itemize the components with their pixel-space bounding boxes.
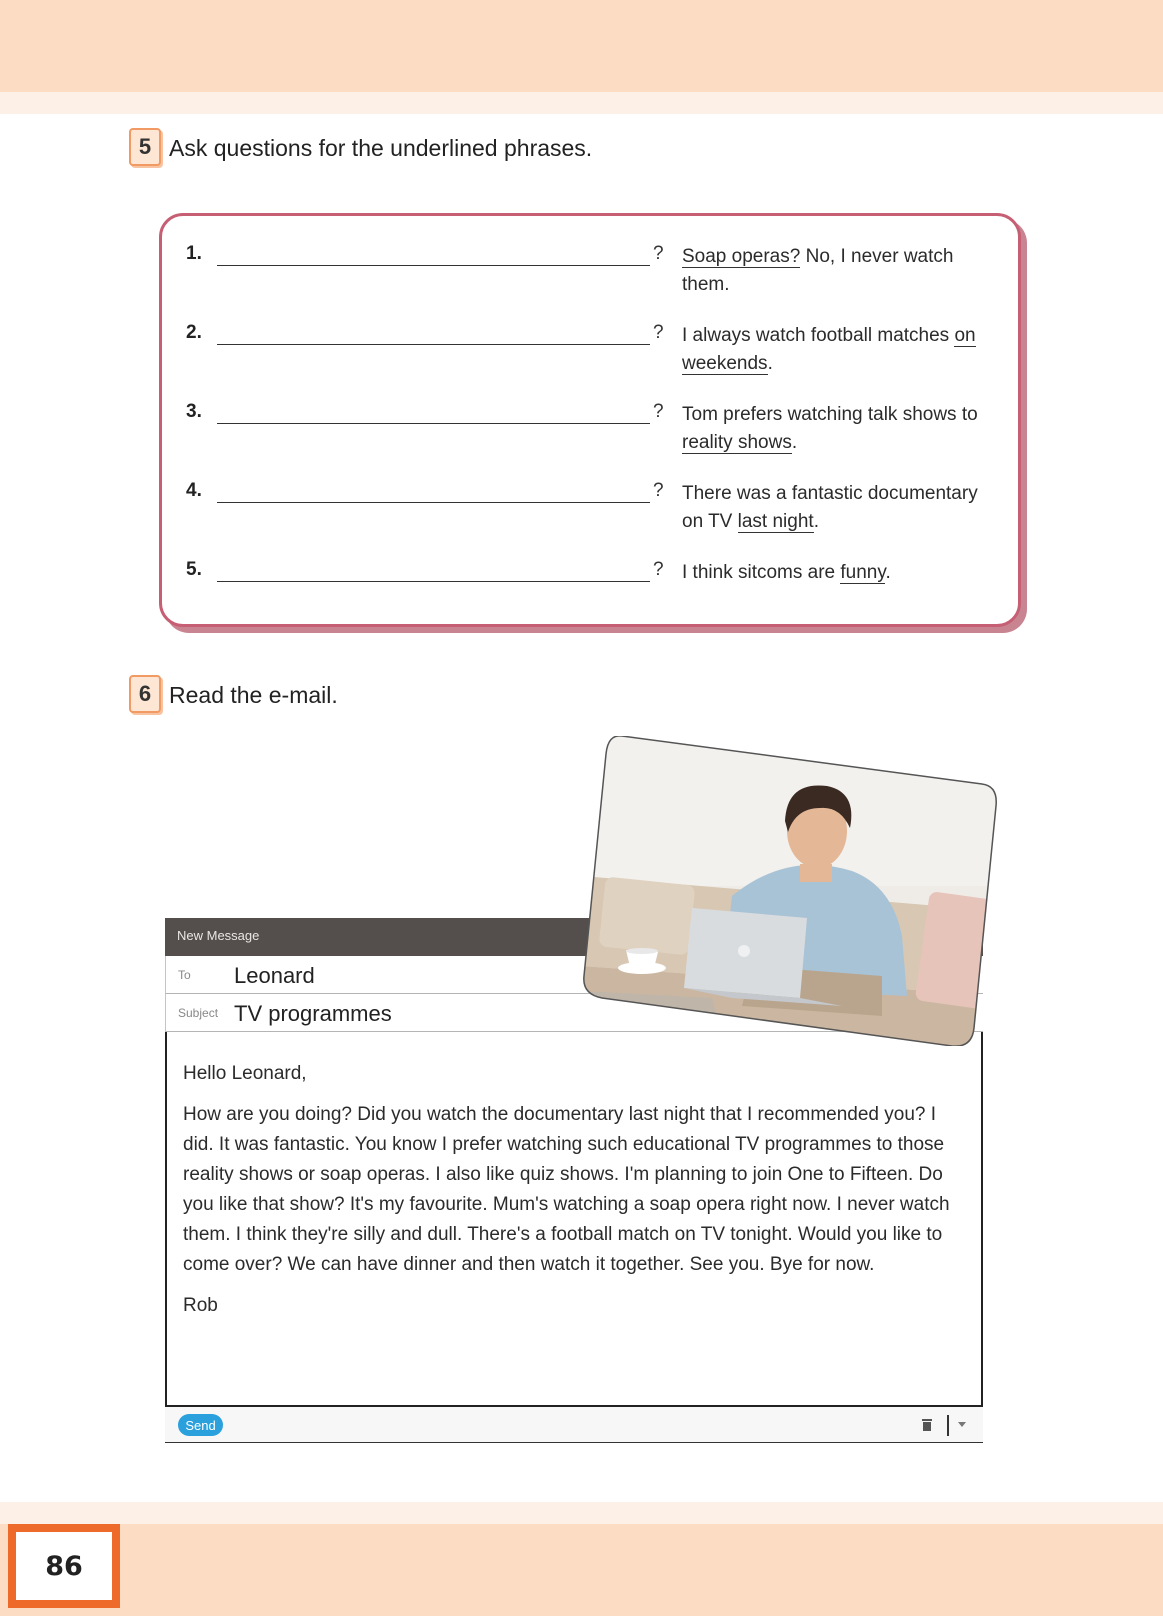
- send-button[interactable]: Send: [178, 1414, 223, 1436]
- answer-blank[interactable]: [217, 344, 650, 345]
- underlined-phrase: funny: [840, 562, 886, 583]
- exercise-6-title: Read the e-mail.: [169, 682, 338, 708]
- question-row: [162, 243, 1018, 303]
- toolbar-separator: [947, 1415, 949, 1436]
- questions-box: [159, 213, 1021, 627]
- exercise-5-badge: 5: [129, 128, 161, 166]
- subject-label: Subject: [178, 1006, 219, 1020]
- answer-text: There was a fantastic documentary on TV last night.: [682, 483, 978, 532]
- photo-man-with-laptop: [582, 736, 998, 1046]
- email-signature: Rob: [183, 1295, 218, 1316]
- answer-text: I think sitcoms are funny.: [682, 562, 891, 583]
- underlined-phrase: Soap operas?: [682, 246, 801, 267]
- answer-blank[interactable]: [217, 581, 650, 582]
- question-mark: ?: [653, 243, 664, 264]
- underlined-phrase: last night: [737, 511, 814, 532]
- subject-value: TV programmes: [234, 1001, 392, 1026]
- page-number-box: [8, 1524, 120, 1608]
- to-value: Leonard: [234, 963, 315, 988]
- top-band-light: [0, 92, 1163, 114]
- email-body-text: How are you doing? Did you watch the documentary last night that I recommended you? I did. It was fantastic. You know I prefer watching such educational TV programmes to those reality shows or soap operas. I also like quiz shows. I'm planning to join One to Fifteen. Do you like that show? It's my favourite. Mum's watching a soap opera right now. I never watch them. I think they're silly and dull. There's a football match on TV tonight. Would you like to come over? We can have dinner and then watch it together. See you. Bye for now.: [183, 1104, 950, 1275]
- email-header: New Message: [165, 918, 983, 956]
- answer-blank[interactable]: [217, 502, 650, 503]
- answer-text: Tom prefers watching talk shows to reality shows.: [682, 404, 978, 453]
- question-row: [162, 559, 1018, 619]
- question-number: 1.: [186, 243, 202, 264]
- question-number: 2.: [186, 322, 202, 343]
- question-row: [162, 322, 1018, 382]
- answer-blank[interactable]: [217, 265, 650, 266]
- email-greeting: Hello Leonard,: [183, 1063, 307, 1084]
- email-body[interactable]: [165, 1032, 983, 1407]
- chevron-down-icon[interactable]: [958, 1422, 966, 1427]
- to-label: To: [178, 968, 191, 982]
- answer-text: I always watch football matches on weekends.: [682, 325, 976, 374]
- answer-text: Soap operas? No, I never watch them.: [682, 246, 954, 295]
- question-mark: ?: [653, 401, 664, 422]
- underlined-phrase: reality shows: [682, 432, 792, 453]
- question-mark: ?: [653, 322, 664, 343]
- question-mark: ?: [653, 559, 664, 580]
- question-row: [162, 401, 1018, 461]
- question-number: 3.: [186, 401, 202, 422]
- question-number: 4.: [186, 480, 202, 501]
- exercise-6-badge: 6: [129, 675, 161, 713]
- question-number: 5.: [186, 559, 202, 580]
- exercise-5-title: Ask questions for the underlined phrases.: [169, 135, 593, 161]
- answer-blank[interactable]: [217, 423, 650, 424]
- bottom-band: [0, 1524, 1163, 1616]
- email-footer: [165, 1407, 983, 1443]
- trash-icon[interactable]: [922, 1419, 932, 1431]
- page-number: 86: [45, 1550, 83, 1582]
- bottom-band-light: [0, 1502, 1163, 1524]
- underlined-phrase: on weekends: [682, 325, 976, 374]
- top-band: [0, 0, 1163, 92]
- question-row: [162, 480, 1018, 540]
- question-mark: ?: [653, 480, 664, 501]
